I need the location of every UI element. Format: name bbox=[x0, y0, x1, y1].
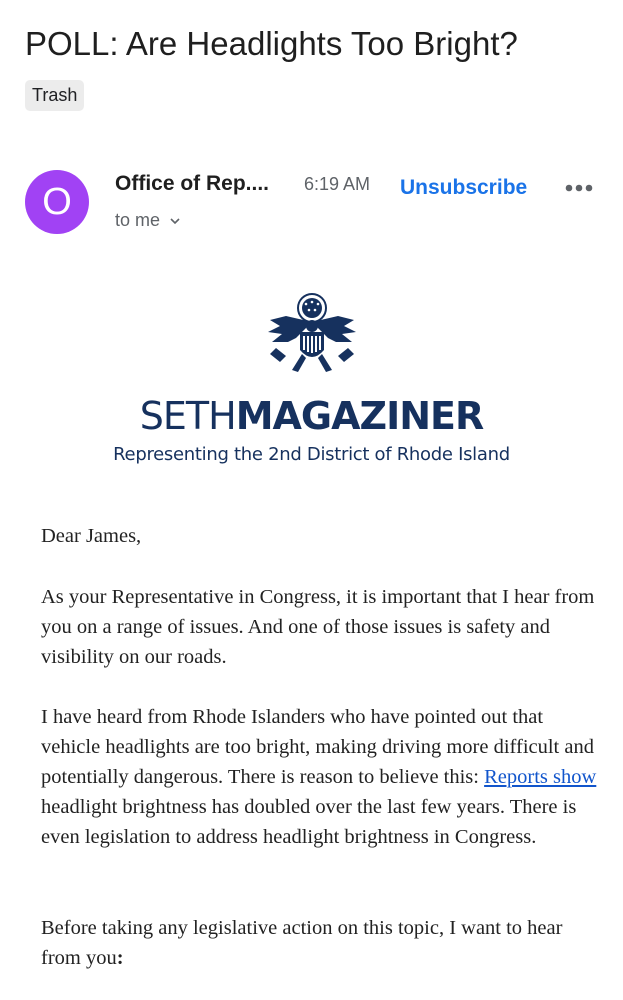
reports-show-link[interactable]: Reports show bbox=[484, 766, 597, 788]
email-paragraph-3 bbox=[41, 913, 601, 973]
unsubscribe-button[interactable]: Unsubscribe bbox=[400, 176, 528, 199]
sender-avatar[interactable]: O bbox=[25, 170, 89, 234]
email-paragraph-2 bbox=[41, 702, 601, 852]
representative-name-logo bbox=[0, 393, 623, 439]
brand-last-name: MAGAZINER bbox=[235, 394, 484, 438]
email-subject: POLL: Are Headlights Too Bright? bbox=[25, 25, 518, 62]
brand-first-name: SETH bbox=[139, 394, 236, 438]
more-options-icon[interactable] bbox=[563, 177, 595, 199]
recipient-details[interactable] bbox=[115, 208, 181, 233]
paragraph-2-text-end: headlight brightness has doubled over the last few years. There is even legislation to address headlight brightness in Congress. bbox=[41, 796, 577, 848]
label-chip-trash[interactable]: Trash bbox=[25, 80, 84, 111]
recipient-label: to me bbox=[115, 210, 161, 230]
email-timestamp: 6:19 AM bbox=[304, 174, 371, 194]
paragraph-3-colon: : bbox=[116, 947, 124, 969]
house-seal-eagle-icon bbox=[262, 292, 362, 382]
sender-name[interactable]: Office of Rep.... bbox=[115, 172, 270, 195]
district-tagline: Representing the 2nd District of Rhode Island bbox=[113, 444, 510, 465]
email-paragraph-1: As your Representative in Congress, it is important that I hear from you on a range of issues. And one of those issues is safety and visibility on our roads. bbox=[41, 586, 595, 668]
paragraph-2-text-start: I have heard from Rhode Islanders who have pointed out that vehicle headlights are too bright, making driving more difficult and potentially dangerous. There is reason to believe this: bbox=[41, 706, 594, 788]
email-greeting: Dear James, bbox=[41, 525, 142, 547]
paragraph-3-text: Before taking any legislative action on this topic, I want to hear from you bbox=[41, 917, 563, 969]
chevron-down-icon[interactable] bbox=[169, 209, 181, 233]
